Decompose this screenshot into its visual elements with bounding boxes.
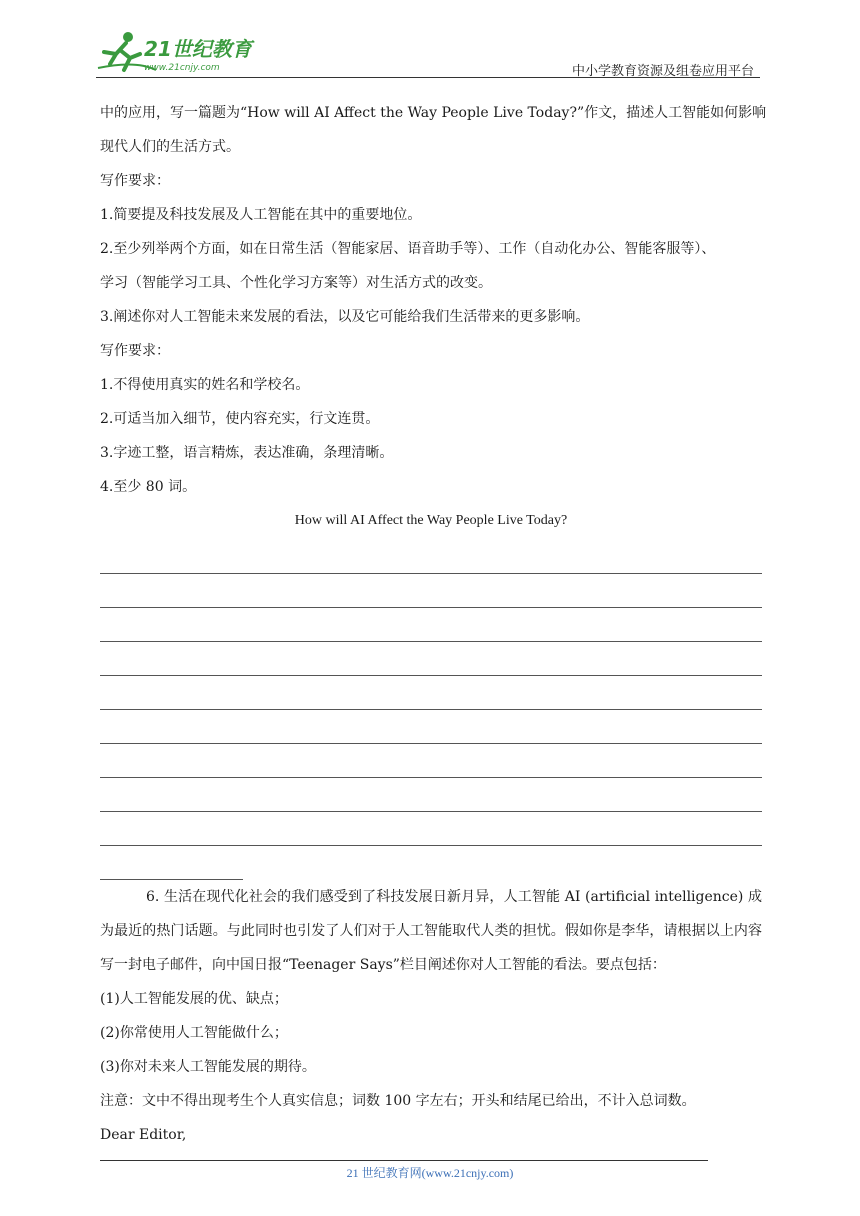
requirements-heading-2: 写作要求： (100, 343, 170, 359)
note: 注意：文中不得出现考生个人真实信息；词数 100 字左右；开头和结尾已给出，不计入总词数。 (100, 1093, 696, 1109)
intro-line-2: 现代人们的生活方式。 (100, 139, 240, 155)
rule-1: 1.不得使用真实的姓名和学校名。 (100, 377, 310, 393)
requirement-2-line-2: 学习（智能学习工具、个性化学习方案等）对生活方式的改变。 (100, 275, 492, 291)
rule-2: 2.可适当加入细节，使内容充实，行文连贯。 (100, 411, 380, 427)
footer-divider (100, 1160, 708, 1161)
page-header (96, 30, 760, 78)
requirement-1: 1.简要提及科技发展及人工智能在其中的重要地位。 (100, 207, 422, 223)
writing-line[interactable] (100, 812, 762, 846)
writing-line[interactable] (100, 710, 762, 744)
requirement-3: 3.阐述你对人工智能未来发展的看法，以及它可能给我们生活带来的更多影响。 (100, 309, 590, 325)
point-1: (1)人工智能发展的优、缺点； (100, 991, 288, 1007)
requirement-2-line-1: 2.至少列举两个方面，如在日常生活（智能家居、语音助手等）、工作（自动化办公、智能客服等）、 (100, 241, 716, 257)
point-2: (2)你常使用人工智能做什么； (100, 1025, 288, 1041)
question-6-prompt: 6. 生活在现代化社会的我们感受到了科技发展日新月异，人工智能 AI (artificial intelligence) 成为最近的热门话题。与此同时也引发了人们对于人工智能取代人类的担忧。假如你是李华，请根据以上内容写一封电子邮件，向中国日报“Teenager Says”栏目阐述你对人工智能的看法。要点包括： (100, 889, 762, 973)
writing-line[interactable] (100, 676, 762, 710)
site-logo (96, 30, 266, 76)
rule-3: 3.字迹工整，语言精炼，表达准确，条理清晰。 (100, 445, 394, 461)
writing-line[interactable] (100, 744, 762, 778)
document-body (100, 96, 767, 1152)
writing-line-short[interactable] (100, 846, 243, 880)
requirements-heading-1: 写作要求： (100, 173, 170, 189)
essay-title: How will AI Affect the Way People Live Today? (294, 513, 568, 528)
writing-line[interactable] (100, 642, 762, 676)
writing-lines (100, 540, 762, 880)
writing-line[interactable] (100, 778, 762, 812)
logo-url-text: www.21cnjy.com (144, 63, 220, 73)
salutation: Dear Editor, (100, 1127, 187, 1143)
writing-line[interactable] (100, 608, 762, 642)
header-divider (96, 77, 760, 78)
platform-name: 中小学教育资源及组卷应用平台 (571, 64, 754, 79)
writing-line[interactable] (100, 540, 762, 574)
logo-main-text: 21世纪教育 (144, 37, 252, 61)
intro-line-1: 中的应用，写一篇题为“How will AI Affect the Way People Live Today?”作文，描述人工智能如何影响 (100, 105, 767, 121)
writing-line[interactable] (100, 574, 762, 608)
rule-4: 4.至少 80 词。 (100, 479, 197, 495)
footer-link[interactable]: 21 世纪教育网(www.21cnjy.com) (346, 1166, 514, 1180)
point-3: (3)你对未来人工智能发展的期待。 (100, 1059, 316, 1075)
